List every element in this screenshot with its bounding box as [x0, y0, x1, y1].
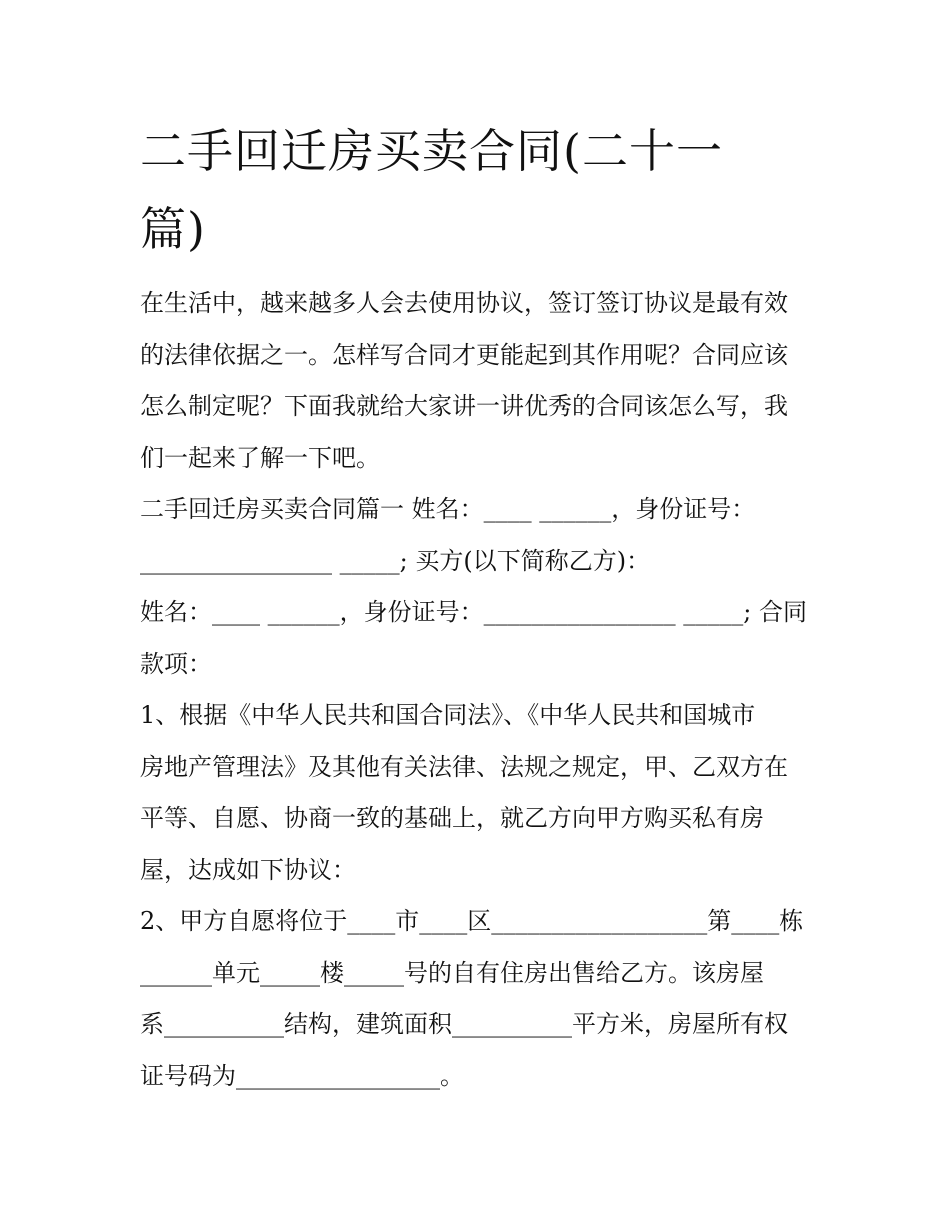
- clause-2-line: 系__________结构，建筑面积__________平方米，房屋所有权: [140, 1010, 788, 1038]
- clause-1-line: 房地产管理法》及其他有关法律、法规之规定，甲、乙双方在: [140, 752, 788, 781]
- clause-2-line: 证号码为_________________。: [140, 1061, 464, 1090]
- party-line: ________________ _____; 买方(以下简称乙方)：: [140, 546, 651, 575]
- party-line: 二手回迁房买卖合同篇一 姓名：____ ______，身份证号：: [140, 495, 756, 523]
- clause-1-line: 平等、自愿、协商一致的基础上，就乙方向甲方购买私有房: [140, 804, 764, 832]
- title-line: 篇): [140, 202, 206, 256]
- clause-2-line: 2、甲方自愿将位于____市____区__________________第____栋: [140, 907, 804, 935]
- intro-line: 怎么制定呢？下面我就给大家讲一讲优秀的合同该怎么写，我: [140, 392, 788, 420]
- intro-line: 的法律依据之一。怎样写合同才更能起到其作用呢？合同应该: [140, 340, 788, 369]
- clause-1-line: 屋，达成如下协议：: [140, 855, 356, 884]
- title-line: 二手回迁房买卖合同(二十一: [140, 124, 723, 178]
- intro-line: 们一起来了解一下吧。: [140, 443, 380, 472]
- document-title: [140, 112, 820, 268]
- party-line: 姓名：____ ______，身份证号：________________ _____; 合同: [140, 598, 807, 626]
- party-line: 款项：: [140, 649, 212, 678]
- clause-2-line: ______单元_____楼_____号的自有住房出售给乙方。该房屋: [140, 958, 764, 987]
- clause-1-line: 1、根据《中华人民共和国合同法》、《中华人民共和国城市: [140, 701, 756, 729]
- intro-line: 在生活中，越来越多人会去使用协议，签订签订协议是最有效: [140, 289, 788, 317]
- document-body: [140, 278, 815, 1102]
